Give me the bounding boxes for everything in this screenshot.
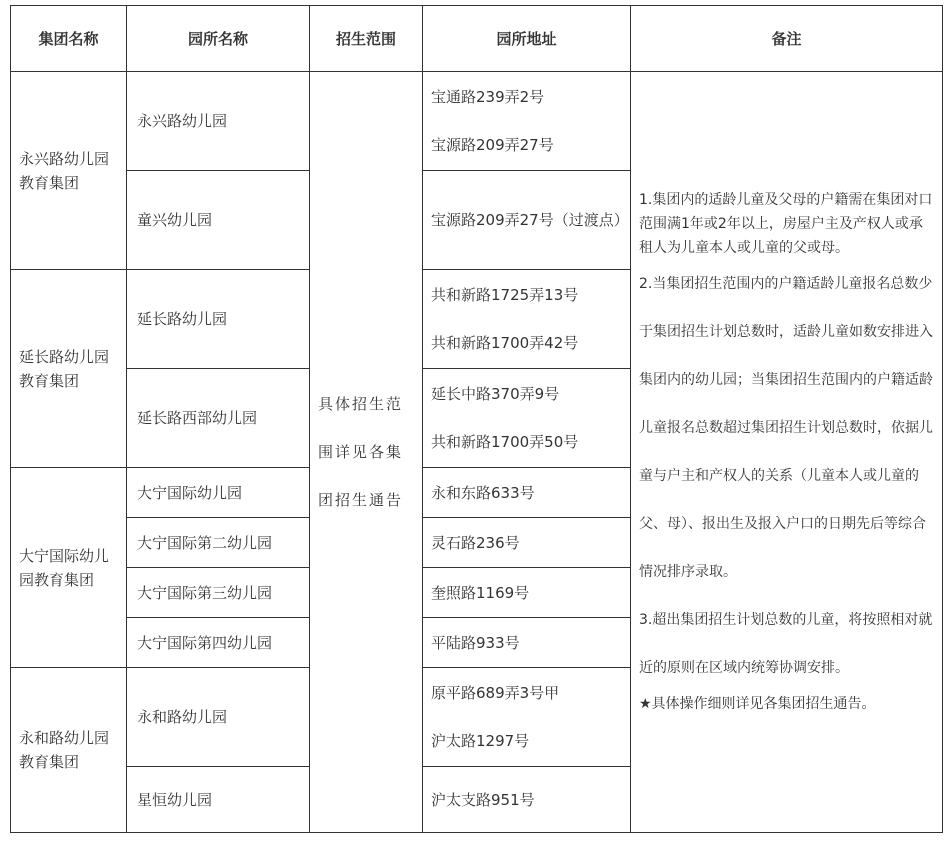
enrollment-range-cell: 具体招生范围详见各集团招生通告 <box>310 72 423 833</box>
school-name-cell: 星恒幼儿园 <box>127 767 310 833</box>
address-line: 原平路689弄3号甲 <box>431 684 560 702</box>
remark-4: ★具体操作细则详见各集团招生通告。 <box>639 696 876 712</box>
school-name-cell: 大宁国际第三幼儿园 <box>127 568 310 618</box>
remark-3: 3.超出集团招生计划总数的儿童，将按照相对就近的原则在区域内统筹协调安排。 <box>639 612 933 676</box>
address-line: 宝通路239弄2号 <box>431 88 545 106</box>
remark-2: 2.当集团招生范围内的户籍适龄儿童报名总数少于集团招生计划总数时，适龄儿童如数安排进入集团内的幼儿园；当集团招生范围内的户籍适龄儿童报名总数超过集团招生计划总数时，依据儿童与户主和产权人的关系（儿童本人或儿童的父、母）、报出生及报入户口的日期先后等综合情况排序录取。 <box>639 276 933 580</box>
header-school-name: 园所名称 <box>127 6 310 72</box>
school-address-cell: 永和东路633号 <box>423 468 631 518</box>
school-name-cell: 童兴幼儿园 <box>127 171 310 270</box>
school-address-cell: 奎照路1169号 <box>423 568 631 618</box>
address-line: 延长中路370弄9号 <box>431 385 560 403</box>
group-name-cell: 延长路幼儿园教育集团 <box>11 270 127 468</box>
school-address-cell <box>423 668 631 767</box>
school-address-cell <box>423 369 631 468</box>
group-name-cell: 大宁国际幼儿园教育集团 <box>11 468 127 668</box>
school-name-cell: 延长路幼儿园 <box>127 270 310 369</box>
address-line: 共和新路1700弄42号 <box>431 334 579 352</box>
school-name-cell: 大宁国际第四幼儿园 <box>127 618 310 668</box>
school-name-cell: 永和路幼儿园 <box>127 668 310 767</box>
address-line: 宝源路209弄27号 <box>431 136 554 154</box>
school-name-cell: 大宁国际第二幼儿园 <box>127 518 310 568</box>
header-enrollment-range: 招生范围 <box>310 6 423 72</box>
school-address-cell <box>423 270 631 369</box>
school-address-cell: 灵石路236号 <box>423 518 631 568</box>
school-name-cell: 永兴路幼儿园 <box>127 72 310 171</box>
group-name-cell: 永兴路幼儿园教育集团 <box>11 72 127 270</box>
enrollment-table <box>10 5 943 833</box>
school-name-cell: 延长路西部幼儿园 <box>127 369 310 468</box>
address-line: 宝源路209弄27号（过渡点） <box>431 211 629 229</box>
header-group-name: 集团名称 <box>11 6 127 72</box>
header-row <box>11 6 943 72</box>
address-line: 共和新路1700弄50号 <box>431 433 579 451</box>
remarks-cell <box>631 72 943 833</box>
address-line: 共和新路1725弄13号 <box>431 286 579 304</box>
header-school-address: 园所地址 <box>423 6 631 72</box>
remark-1: 1.集团内的适龄儿童及父母的户籍需在集团对口范围满1年或2年以上，房屋户主及产权人或承租人为儿童本人或儿童的父或母。 <box>639 192 933 256</box>
group-name-cell: 永和路幼儿园教育集团 <box>11 668 127 833</box>
header-remarks: 备注 <box>631 6 943 72</box>
school-address-cell: 平陆路933号 <box>423 618 631 668</box>
table-row <box>11 72 943 171</box>
school-name-cell: 大宁国际幼儿园 <box>127 468 310 518</box>
school-address-cell: 沪太支路951号 <box>423 767 631 833</box>
school-address-cell <box>423 171 631 270</box>
address-line: 沪太路1297号 <box>431 732 530 750</box>
school-address-cell <box>423 72 631 171</box>
